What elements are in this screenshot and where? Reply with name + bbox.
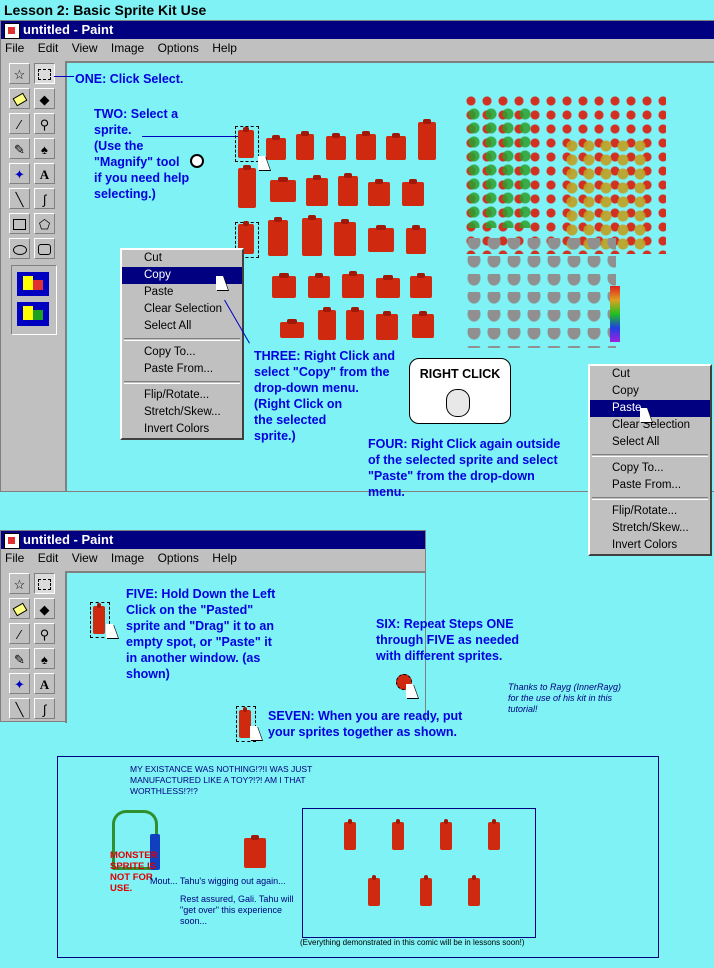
line-tool[interactable]: ╲ [9,698,30,719]
mouse-pointer-icon [640,408,652,422]
step-four-line: menu. [368,485,405,499]
comic-inner-panel [302,808,536,938]
paint-app-icon [4,23,20,39]
rect-select-tool[interactable] [34,63,55,84]
mouse-pointer-icon [250,726,262,740]
free-select-tool[interactable]: ☆ [9,63,30,84]
step-six-line: through FIVE as needed [376,633,520,647]
step-five-line: FIVE: Hold Down the Left [126,587,276,601]
step-four-text [368,436,560,500]
menu-item-cut[interactable]: Cut [612,368,630,380]
sprite-frame [376,314,398,340]
sprite-frame [296,134,314,160]
sprite-frame [270,180,296,202]
credits-line: tutorial! [508,704,538,714]
demo-sprite [368,878,380,906]
menu-image[interactable]: Image [110,551,145,565]
menu-view[interactable]: View [71,41,98,55]
menu-image[interactable]: Image [110,41,145,55]
demo-sprite [468,878,480,906]
mouse-icon [446,389,470,417]
window-2-toolbox [5,571,61,721]
sprite-sheet [226,96,456,360]
mouse-pointer-icon [406,684,418,698]
step-three-line: select "Copy" from the [254,365,390,379]
step-one-text: ONE: Click Select. [75,72,184,86]
gali-line [180,894,293,927]
lesson-title: Lesson 2: Basic Sprite Kit Use [4,2,207,18]
color-picker-tool[interactable]: ⁄ [9,623,30,644]
sprite-frame [280,322,304,338]
menu-item-stretch-skew[interactable]: Stretch/Skew... [144,406,221,418]
mask-icons-grid-3 [566,140,650,252]
sprite-frame [356,134,376,160]
free-select-tool[interactable]: ☆ [9,573,30,594]
tahu-sprite [244,838,266,868]
paint-app-icon [4,533,20,549]
menu-item-invert-colors[interactable]: Invert Colors [144,423,210,435]
menu-item-flip-rotate[interactable]: Flip/Rotate... [144,389,210,401]
text-tool[interactable]: A [34,673,55,694]
sprite-frame [402,182,424,206]
step-five-line: Click on the "Pasted" [126,603,254,617]
menu-item-copy[interactable]: Copy [122,267,242,284]
demo-sprite [344,822,356,850]
step-five-line: shown) [126,667,170,681]
menu-item-clear-selection[interactable]: Clear Selection [144,303,222,315]
sprite-frame [302,218,322,256]
window-1-toolbox [5,61,61,491]
menu-separator [592,497,708,500]
step-two-leader [142,136,238,137]
step-four-line: FOUR: Right Click again outside [368,437,561,451]
window-1-titlebar[interactable] [1,21,714,39]
sprite-frame [368,182,390,206]
rectangle-tool[interactable] [9,213,30,234]
menu-item-paste[interactable]: Paste [144,286,174,298]
curve-tool[interactable]: ∫ [34,188,55,209]
menu-file[interactable]: File [5,551,25,565]
magnify-icon [190,154,204,168]
sprite-frame [376,278,400,298]
sprite-frame [386,136,406,160]
line-tool[interactable]: ╲ [9,188,30,209]
sprite-frame [418,122,436,160]
step-three-text [254,348,395,444]
step-two-line: (Use the [94,139,144,153]
menu-item-paste-from[interactable]: Paste From... [144,363,214,375]
menu-separator [124,381,240,384]
step-six-line: SIX: Repeat Steps ONE [376,617,514,631]
curve-tool[interactable]: ∫ [34,698,55,719]
brush-tool[interactable]: ♠ [34,648,55,669]
step-one-leader [54,76,74,77]
context-menu-paste [588,364,712,556]
demo-sprite [488,822,500,850]
gali-line-text: soon... [180,916,208,926]
magnify-tool[interactable]: ⚲ [34,623,55,644]
menu-options[interactable]: Options [157,41,199,55]
pasted-sprite [93,606,105,634]
pencil-tool[interactable]: ✎ [9,648,30,669]
sprite-frame [306,178,328,206]
fill-tool[interactable]: ◆ [34,598,55,619]
menu-item-copy-to[interactable]: Copy To... [144,346,196,358]
step-three-line: the selected [254,413,327,427]
menu-options[interactable]: Options [157,551,199,565]
weapon-parts [466,238,616,348]
mouse-pointer-icon [216,276,228,290]
transparent-mode-icon[interactable] [17,302,49,326]
menu-item-paste[interactable]: Paste [590,400,710,417]
sprite-frame [410,276,432,298]
color-picker-tool[interactable]: ⁄ [9,113,30,134]
selection-mode-box [11,265,57,335]
pencil-tool[interactable]: ✎ [9,138,30,159]
menu-item-copy-to[interactable]: Copy To... [612,462,664,474]
demo-sprite [440,822,452,850]
step-two-line: if you need help [94,171,190,185]
step-five-line: empty spot, or "Paste" it [126,635,272,649]
sprite-frame [338,176,358,206]
mask-icons-grid-2 [468,108,536,228]
text-tool[interactable]: A [34,163,55,184]
sprite-frame [238,130,254,158]
step-two-line: selecting.) [94,187,156,201]
mouse-pointer-icon [258,156,270,170]
magnify-tool[interactable]: ⚲ [34,113,55,134]
mout-line: Mout... Tahu's wigging out again... [150,876,286,886]
monster-note [110,850,158,894]
brush-tool[interactable]: ♠ [34,138,55,159]
window-1-title: untitled - Paint [23,22,114,37]
sprite-frame [326,136,346,160]
sprite-frame [318,310,336,340]
fill-tool[interactable]: ◆ [34,88,55,109]
step-seven-line: your sprites together as shown. [268,725,457,739]
sprite-frame [406,228,426,254]
right-click-label: RIGHT CLICK [419,367,501,381]
menu-help[interactable]: Help [212,41,237,55]
gali-line-text: Rest assured, Gali. Tahu will [180,894,294,904]
step-three-line: sprite.) [254,429,296,443]
menu-item-invert-colors[interactable]: Invert Colors [612,539,678,551]
sprite-frame [342,274,364,298]
step-five-line: in another window. (as [126,651,261,665]
speech-line: MANUFACTURED LIKE A TOY?!?! AM I THAT [130,775,306,785]
gali-line-text: "get over" this experience [180,905,282,915]
sprite-frame [334,222,356,256]
opaque-mode-icon[interactable] [17,272,49,296]
menu-view[interactable]: View [71,551,98,565]
credits-line: for the use of his kit in this [508,693,613,703]
step-four-line: of the selected sprite and select [368,453,558,467]
monster-note-line: USE. [110,883,133,894]
menu-item-flip-rotate[interactable]: Flip/Rotate... [612,505,678,517]
demo-sprite [392,822,404,850]
sprite-frame [238,168,256,208]
monster-note-line: SPRITE IS [110,861,156,872]
menu-item-select-all[interactable]: Select All [612,436,660,448]
menu-item-select-all[interactable]: Select All [144,320,192,332]
menu-item-paste-from[interactable]: Paste From... [612,479,682,491]
menu-item-cut[interactable]: Cut [144,252,162,264]
window-1-menubar [1,39,714,57]
step-two-line: "Magnify" tool [94,155,180,169]
speech-line: WORTHLESS!?!? [130,786,198,796]
menu-separator [124,338,240,341]
step-two-line: sprite. [94,123,132,137]
step-two-text [94,106,189,202]
eraser-tool[interactable] [9,598,30,619]
demo-sprite [420,878,432,906]
window-2-title: untitled - Paint [23,532,114,547]
step-seven-text [268,708,462,740]
step-five-line: sprite and "Drag" it to an [126,619,274,633]
comic-speech [130,764,312,797]
menu-edit[interactable]: Edit [37,41,59,55]
step-two-line: TWO: Select a [94,107,179,121]
sprite-frame [268,220,288,256]
sprite-frame [412,314,434,338]
step-seven-line: SEVEN: When you are ready, put [268,709,463,723]
sprite-frame [308,276,330,298]
airbrush-tool[interactable]: ✦ [9,163,30,184]
polygon-tool[interactable]: ⬠ [34,213,55,234]
monster-note-line: MONSTER [110,850,158,861]
menu-item-clear-selection[interactable]: Clear Selection [612,419,690,431]
menu-help[interactable]: Help [212,551,237,565]
monster-note-line: NOT FOR [110,872,153,883]
step-three-line: drop-down menu. [254,381,359,395]
right-click-callout [409,358,511,424]
step-six-text [376,616,519,664]
sprite-frame [272,276,296,298]
speech-line: MY EXISTANCE WAS NOTHING!?!I WAS JUST [130,764,313,774]
rounded-rect-tool[interactable] [34,238,55,259]
window-2-menubar [1,549,425,567]
window-2-titlebar[interactable] [1,531,425,549]
sprite-frame [346,310,364,340]
credits-line: Thanks to Rayg (InnerRayg) [508,682,622,692]
mouse-pointer-icon [106,624,118,638]
credits-text [508,682,621,715]
ellipse-tool[interactable] [9,238,30,259]
menu-item-stretch-skew[interactable]: Stretch/Skew... [612,522,689,534]
step-three-line: THREE: Right Click and [254,349,395,363]
comic-footer: (Everything demonstrated in this comic will be in lessons soon!) [300,938,525,947]
menu-edit[interactable]: Edit [37,551,59,565]
menu-file[interactable]: File [5,41,25,55]
color-strip [610,286,620,342]
step-five-text [126,586,275,682]
rect-select-tool[interactable] [34,573,55,594]
menu-item-copy[interactable]: Copy [612,385,639,397]
step-six-line: with different sprites. [376,649,503,663]
step-four-line: "Paste" from the drop-down [368,469,535,483]
eraser-tool[interactable] [9,88,30,109]
airbrush-tool[interactable]: ✦ [9,673,30,694]
step-three-line: (Right Click on [254,397,343,411]
sprite-frame [368,228,394,252]
menu-separator [592,454,708,457]
